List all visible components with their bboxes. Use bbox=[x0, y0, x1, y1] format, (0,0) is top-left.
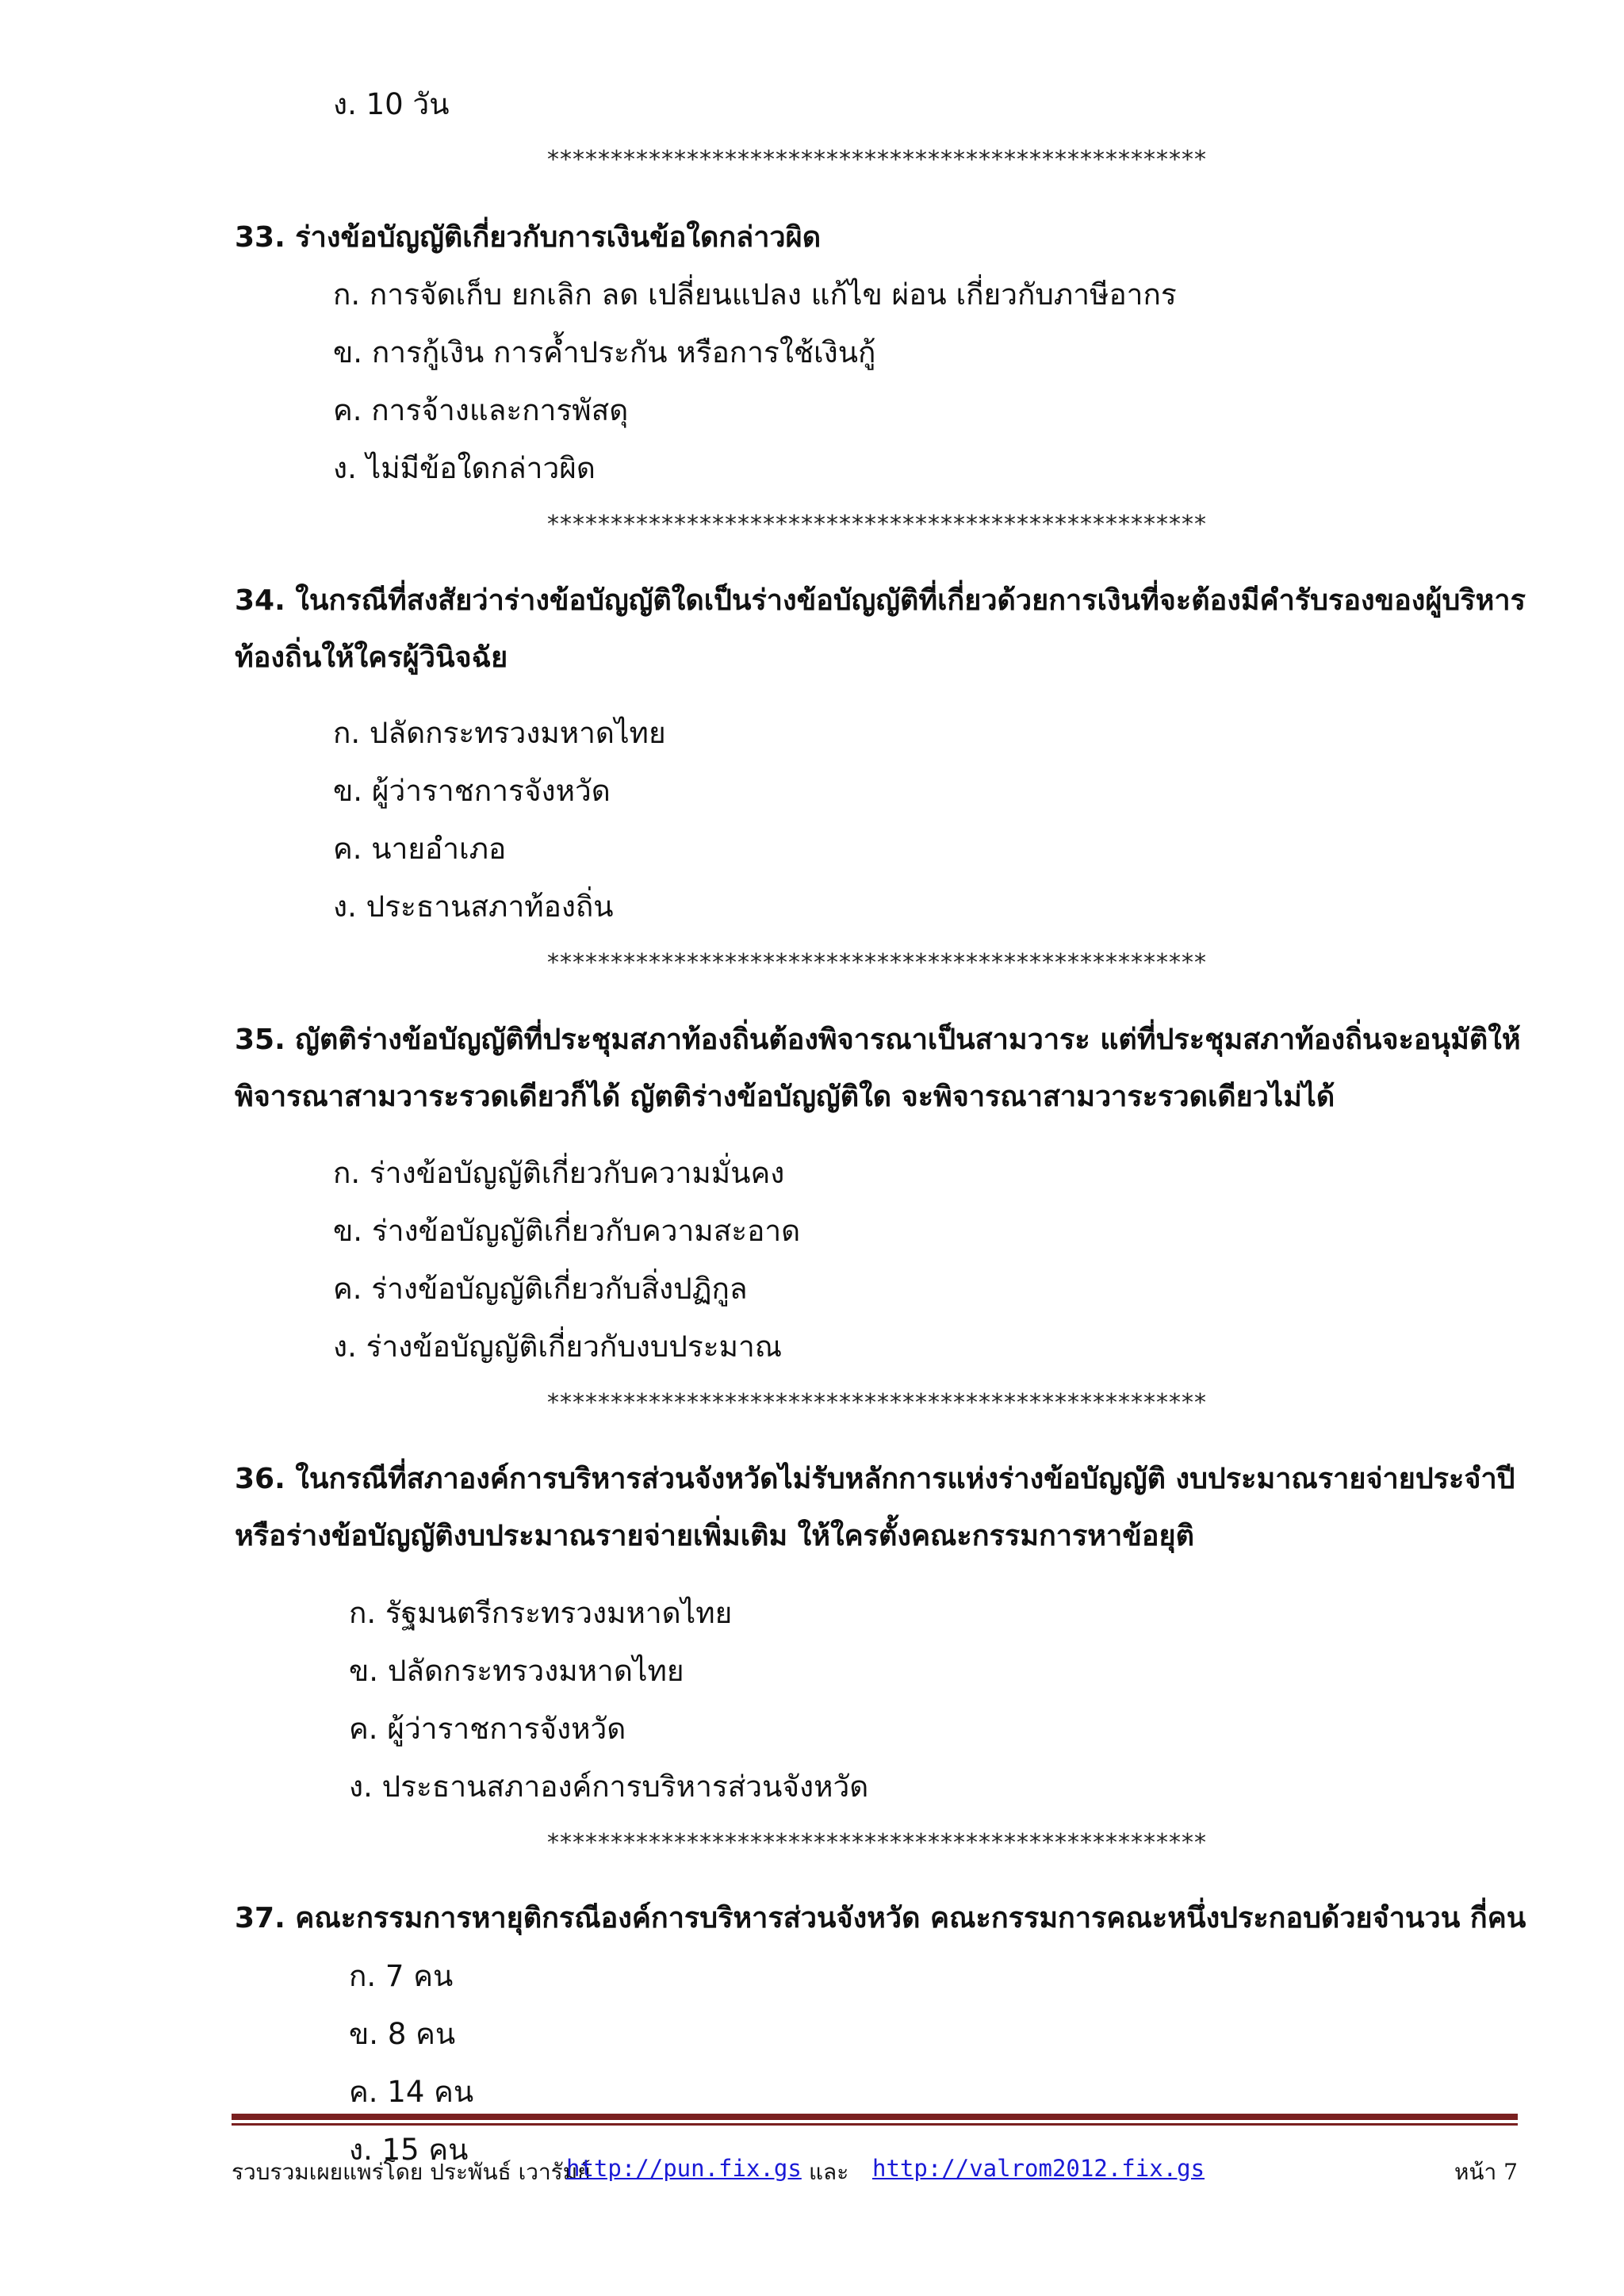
answer-option: ค. ผู้ว่าราชการจังหวัด bbox=[349, 1712, 626, 1746]
question-text: 35. ญัตติร่างข้อบัญญัติที่ประชุมสภาท้องถิ่นต้องพิจารณาเป็นสามวาระ แต่ที่ประชุมสภาท้องถิ่นจะอนุมัติให้ bbox=[235, 1024, 1521, 1056]
answer-option: ข. การกู้เงิน การค้ำประกัน หรือการใช้เงินกู้ bbox=[333, 335, 876, 369]
question-text: ท้องถิ่นให้ใครผู้วินิจฉัย bbox=[235, 641, 508, 674]
question-text: 37. คณะกรรมการหายุติกรณีองค์การบริหารส่วนจังหวัด คณะกรรมการคณะหนึ่งประกอบด้วยจำนวน กี่คน bbox=[235, 1902, 1526, 1934]
page-number: หน้า 7 bbox=[1454, 2159, 1518, 2185]
answer-option: ก. 7 คน bbox=[349, 1959, 454, 1993]
answer-option: ค. 14 คน bbox=[349, 2075, 474, 2109]
footer-link-valrom[interactable]: http://valrom2012.fix.gs bbox=[872, 2155, 1205, 2182]
page-footer bbox=[232, 2155, 1518, 2195]
answer-option: ง. 10 วัน bbox=[333, 87, 450, 121]
footer-and: และ bbox=[809, 2159, 849, 2185]
answer-option: ง. 15 คน bbox=[349, 2133, 469, 2167]
separator-stars: **************************************************** bbox=[547, 949, 1207, 977]
answer-option: ก. ปลัดกระทรวงมหาดไทย bbox=[333, 716, 666, 750]
answer-option: ง. ประธานสภาท้องถิ่น bbox=[333, 890, 614, 924]
question-text: หรือร่างข้อบัญญัติงบประมาณรายจ่ายเพิ่มเติม ให้ใครตั้งคณะกรรมการหาข้อยุติ bbox=[235, 1520, 1194, 1552]
separator-stars: **************************************************** bbox=[547, 511, 1207, 538]
footer-credit: รวบรวมเผยแพร่โดย ประพันธ์ เวารัมย์ bbox=[232, 2159, 591, 2185]
answer-option: ข. ปลัดกระทรวงมหาดไทย bbox=[349, 1654, 684, 1688]
answer-option: ค. นายอำเภอ bbox=[333, 832, 507, 866]
answer-option: ก. การจัดเก็บ ยกเลิก ลด เปลี่ยนแปลง แก้ไข ผ่อน เกี่ยวกับภาษีอากร bbox=[333, 277, 1177, 312]
question-text: 34. ในกรณีที่สงสัยว่าร่างข้อบัญญัติใดเป็นร่างข้อบัญญัติที่เกี่ยวด้วยการเงินที่จะต้องมีคำรับรองของผู้บริหาร bbox=[235, 584, 1526, 617]
question-text: 36. ในกรณีที่สภาองค์การบริหารส่วนจังหวัดไม่รับหลักการแห่งร่างข้อบัญญัติ งบประมาณรายจ่ายประจำปี bbox=[235, 1463, 1515, 1495]
answer-option: ง. ไม่มีข้อใดกล่าวผิด bbox=[333, 451, 596, 485]
answer-option: ค. ร่างข้อบัญญัติเกี่ยวกับสิ่งปฏิกูล bbox=[333, 1272, 748, 1306]
answer-option: ง. ประธานสภาองค์การบริหารส่วนจังหวัด bbox=[349, 1770, 869, 1804]
footer-link-pun[interactable]: http://pun.fix.gs bbox=[566, 2155, 802, 2182]
answer-option: ข. ร่างข้อบัญญัติเกี่ยวกับความสะอาด bbox=[333, 1214, 801, 1248]
answer-option: ข. ผู้ว่าราชการจังหวัด bbox=[333, 774, 611, 808]
question-text: พิจารณาสามวาระรวดเดียวก็ได้ ญัตติร่างข้อบัญญัติใด จะพิจารณาสามวาระรวดเดียวไม่ได้ bbox=[235, 1081, 1335, 1113]
answer-option: ก. รัฐมนตรีกระทรวงมหาดไทย bbox=[349, 1596, 733, 1630]
separator-stars: **************************************************** bbox=[547, 146, 1207, 174]
answer-option: ก. ร่างข้อบัญญัติเกี่ยวกับความมั่นคง bbox=[333, 1156, 785, 1190]
answer-option: ค. การจ้างและการพัสดุ bbox=[333, 393, 629, 427]
separator-stars: **************************************************** bbox=[547, 1829, 1207, 1857]
footer-rule-thin bbox=[232, 2123, 1518, 2126]
answer-option: ข. 8 คน bbox=[349, 2017, 456, 2051]
answer-option: ง. ร่างข้อบัญญัติเกี่ยวกับงบประมาณ bbox=[333, 1330, 783, 1364]
question-text: 33. ร่างข้อบัญญัติเกี่ยวกับการเงินข้อใดกล่าวผิด bbox=[235, 221, 822, 254]
footer-rule bbox=[232, 2114, 1518, 2120]
separator-stars: **************************************************** bbox=[547, 1389, 1207, 1417]
